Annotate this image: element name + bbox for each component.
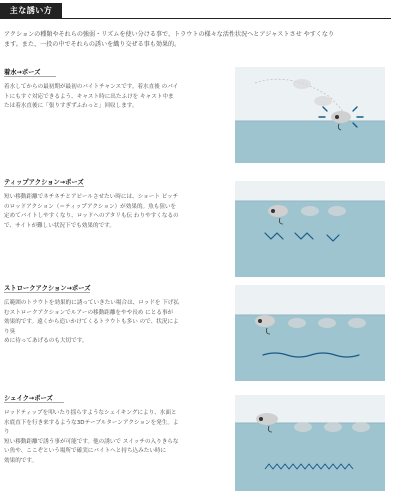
section-title-underline xyxy=(4,186,84,187)
description-line: たは着水直後に「張りすぎずふわっと」回収します。 xyxy=(4,103,138,110)
intro-text xyxy=(4,30,394,50)
description-line: 短い移動距離でネチネチとアピールさせたい時には、ショート ピッチ xyxy=(4,194,179,200)
description-line: のロッドアクション（＝ティップアクション）が効果的。魚も狙いを xyxy=(4,203,177,210)
description-line: 着水してからの最初期が最初のバイトチャンスです。着水直後 のバイ xyxy=(4,84,179,90)
header-divider xyxy=(62,18,391,19)
section-shake xyxy=(0,393,401,493)
intro-line: アクションの種類やそれらの強弱・リズムを使い分ける事で、トラウトの様々な活性状況へとアジャストさせ やすくなり xyxy=(4,31,335,38)
section-title-underline xyxy=(4,402,64,403)
section-header xyxy=(0,0,401,22)
section-title: シェイク→ポーズ xyxy=(4,395,53,402)
description-line: い魚や、ここぞという場所で確実にバイトへと持ち込みたい時に xyxy=(4,448,167,455)
description-line: 水底直下を行き来するような3Dテーブルターンアクションを発生。より xyxy=(4,419,179,436)
section-description xyxy=(4,409,180,467)
section-cast-pause xyxy=(0,67,401,167)
description-line: 短い移動距離で誘う事が可能です。他の誘いで スイッチの入りきらな xyxy=(4,438,179,445)
section-description xyxy=(4,193,180,231)
section-tip-action xyxy=(0,177,401,277)
shake-illustration xyxy=(235,395,385,491)
intro-line: ます。また、一投の中でそれらの誘いを織り交ぜる事も効果的。 xyxy=(4,41,181,48)
description-line: で、サイトが難しい状況下でも効果的です。 xyxy=(4,222,115,229)
section-description xyxy=(4,83,180,112)
stroke-action-illustration xyxy=(235,285,385,381)
description-line: めに待ってあげるのも大切です。 xyxy=(4,338,88,345)
description-line: 効果的です。遠くから追いかけてくるトラウトも多い ので、状況により臭 xyxy=(4,319,179,335)
section-description xyxy=(4,299,180,347)
description-line: 効果的です。 xyxy=(4,457,38,464)
section-title: 着水→ポーズ xyxy=(4,69,41,76)
section-title-underline xyxy=(4,76,56,77)
description-line: むストロークアクションでルアーの移動距離をやや長め にとる事が xyxy=(4,309,174,316)
description-line: 広範囲のトラウトを効果的に誘っていきたい場合は、ロッドを 下げ払 xyxy=(4,300,180,306)
section-title: ティップアクション→ポーズ xyxy=(4,179,84,186)
header-title: 主な誘い方 xyxy=(0,3,62,19)
section-title: ストロークアクション→ポーズ xyxy=(4,285,91,292)
tip-action-illustration xyxy=(235,181,385,277)
description-line: トにもすぐ対応できるよう、キャスト時に出たふけを キャスト中ま xyxy=(4,93,174,100)
cast-pause-illustration xyxy=(235,67,385,163)
section-stroke-action xyxy=(0,283,401,383)
section-title-underline xyxy=(4,292,90,293)
description-line: ロッドティップを叩いたり揺らすようなシェイキングにより、水面と xyxy=(4,410,177,416)
description-line: 定めてバイトしやすくなり、ロッドへのアタリも伝 わりやすくなるの xyxy=(4,213,179,220)
